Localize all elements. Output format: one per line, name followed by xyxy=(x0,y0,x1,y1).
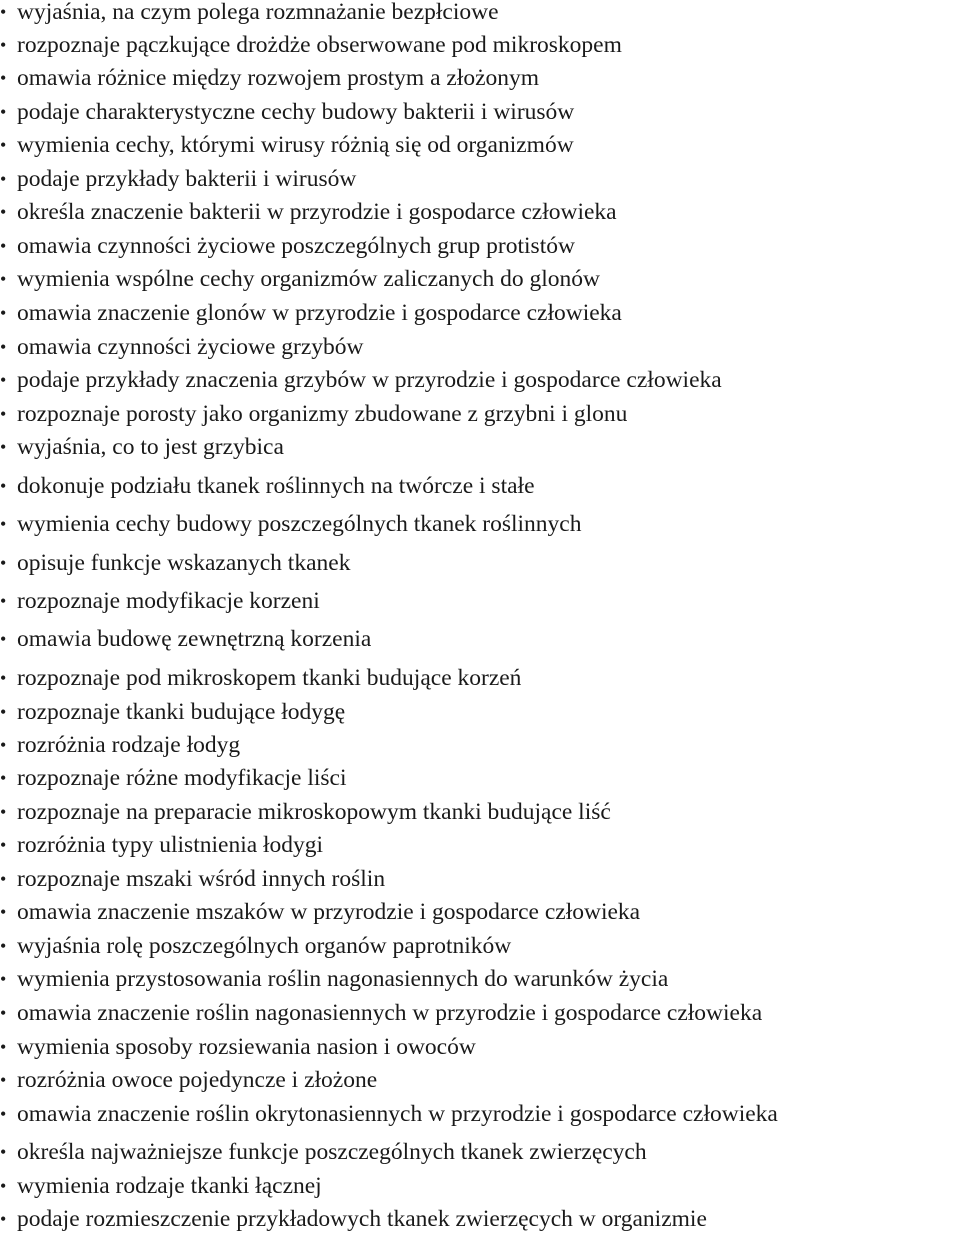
bullet-marker: • xyxy=(0,202,7,222)
list-item-text: rozpoznaje pod mikroskopem tkanki budujące korzeń xyxy=(17,665,522,691)
bullet-marker: • xyxy=(0,629,7,649)
list-item xyxy=(0,728,240,762)
list-item-text: rozpoznaje różne modyfikacje liści xyxy=(17,765,347,791)
list-item-text: wymienia cechy budowy poszczególnych tkanek roślinnych xyxy=(17,511,582,537)
list-item-text: omawia znaczenie glonów w przyrodzie i gospodarce człowieka xyxy=(17,300,622,326)
list-item xyxy=(0,661,521,695)
list-item-text: rozróżnia owoce pojedyncze i złożone xyxy=(17,1067,378,1093)
bullet-marker: • xyxy=(0,1070,7,1090)
bullet-marker: • xyxy=(0,969,7,989)
bullet-marker: • xyxy=(0,702,7,722)
list-item-text: wymienia wspólne cechy organizmów zaliczanych do glonów xyxy=(17,266,600,292)
bullet-marker: • xyxy=(0,135,7,155)
list-item-text: podaje przykłady znaczenia grzybów w przyrodzie i gospodarce człowieka xyxy=(17,367,722,393)
list-item xyxy=(0,28,622,62)
list-item-text: wyjaśnia rolę poszczególnych organów paprotników xyxy=(17,933,512,959)
list-item-text: wyjaśnia, na czym polega rozmnażanie bezpłciowe xyxy=(17,0,499,25)
list-item-text: wyjaśnia, co to jest grzybica xyxy=(17,434,284,460)
bullet-marker: • xyxy=(0,370,7,390)
list-item-text: rozróżnia typy ulistnienia łodygi xyxy=(17,832,324,858)
list-item xyxy=(0,1030,476,1064)
bullet-marker: • xyxy=(0,68,7,88)
list-item xyxy=(0,695,345,729)
bullet-marker: • xyxy=(0,902,7,922)
list-item-text: wymienia przystosowania roślin nagonasiennych do warunków życia xyxy=(17,966,669,992)
list-item xyxy=(0,761,347,795)
list-item xyxy=(0,162,356,196)
bullet-marker: • xyxy=(0,735,7,755)
list-item-text: wymienia rodzaje tkanki łącznej xyxy=(17,1173,322,1199)
list-item xyxy=(0,584,320,618)
list-item xyxy=(0,996,762,1030)
list-item xyxy=(0,795,611,829)
bullet-marker: • xyxy=(0,169,7,189)
bullet-marker: • xyxy=(0,1003,7,1023)
bullet-marker: • xyxy=(0,1104,7,1124)
list-item-text: rozpoznaje na preparacie mikroskopowym tkanki budujące liść xyxy=(17,799,611,825)
bullet-marker: • xyxy=(0,514,7,534)
bullet-marker: • xyxy=(0,476,7,496)
list-item-text: rozróżnia rodzaje łodyg xyxy=(17,732,241,758)
list-item-text: omawia budowę zewnętrzną korzenia xyxy=(17,626,372,652)
list-item-text: dokonuje podziału tkanek roślinnych na twórcze i stałe xyxy=(17,473,535,499)
list-item-text: omawia różnice między rozwojem prostym a złożonym xyxy=(17,65,540,91)
list-item-text: rozpoznaje tkanki budujące łodygę xyxy=(17,699,346,725)
list-item xyxy=(0,962,668,996)
list-item xyxy=(0,929,511,963)
list-item-text: rozpoznaje modyfikacje korzeni xyxy=(17,588,320,614)
list-item xyxy=(0,195,617,229)
list-item xyxy=(0,61,539,95)
list-item-text: wymienia sposoby rozsiewania nasion i owoców xyxy=(17,1034,476,1060)
bullet-marker: • xyxy=(0,835,7,855)
list-item xyxy=(0,128,574,162)
bullet-marker: • xyxy=(0,668,7,688)
bullet-marker: • xyxy=(0,102,7,122)
list-item-text: opisuje funkcje wskazanych tkanek xyxy=(17,550,351,576)
bullet-marker: • xyxy=(0,2,7,22)
bullet-marker: • xyxy=(0,1037,7,1057)
list-item xyxy=(0,430,284,464)
bullet-marker: • xyxy=(0,802,7,822)
list-item-text: wymienia cechy, którymi wirusy różnią się od organizmów xyxy=(17,132,574,158)
list-item xyxy=(0,469,535,503)
list-item-text: omawia znaczenie roślin okrytonasiennych w przyrodzie i gospodarce człowieka xyxy=(17,1101,778,1127)
list-item-text: podaje rozmieszczenie przykładowych tkanek zwierzęcych w organizmie xyxy=(17,1206,707,1232)
bullet-marker: • xyxy=(0,1142,7,1162)
list-item xyxy=(0,1135,647,1169)
bullet-marker: • xyxy=(0,1176,7,1196)
list-item xyxy=(0,1097,778,1131)
bullet-marker: • xyxy=(0,936,7,956)
list-item-text: omawia czynności życiowe poszczególnych grup protistów xyxy=(17,233,575,259)
bullet-marker: • xyxy=(0,337,7,357)
list-item xyxy=(0,622,371,656)
list-item xyxy=(0,363,722,397)
list-item-text: określa najważniejsze funkcje poszczególnych tkanek zwierzęcych xyxy=(17,1139,647,1165)
list-item xyxy=(0,330,364,364)
bullet-marker: • xyxy=(0,404,7,424)
list-item xyxy=(0,895,640,929)
list-item xyxy=(0,507,581,541)
bullet-marker: • xyxy=(0,437,7,457)
list-item xyxy=(0,828,323,862)
bullet-marker: • xyxy=(0,591,7,611)
list-item xyxy=(0,862,385,896)
list-item-text: rozpoznaje pączkujące drożdże obserwowane pod mikroskopem xyxy=(17,32,622,58)
list-item xyxy=(0,95,574,129)
list-item-text: omawia znaczenie mszaków w przyrodzie i gospodarce człowieka xyxy=(17,899,641,925)
list-item-text: podaje przykłady bakterii i wirusów xyxy=(17,166,357,192)
list-item-text: rozpoznaje porosty jako organizmy zbudowane z grzybni i glonu xyxy=(17,401,628,427)
list-item-text: omawia czynności życiowe grzybów xyxy=(17,334,364,360)
list-item xyxy=(0,1063,377,1097)
list-item xyxy=(0,1202,707,1236)
bullet-marker: • xyxy=(0,35,7,55)
list-item-text: określa znaczenie bakterii w przyrodzie i gospodarce człowieka xyxy=(17,199,617,225)
list-item xyxy=(0,397,627,431)
list-item-text: podaje charakterystyczne cechy budowy bakterii i wirusów xyxy=(17,99,575,125)
bullet-marker: • xyxy=(0,303,7,323)
list-item xyxy=(0,546,350,580)
list-item xyxy=(0,262,600,296)
bullet-marker: • xyxy=(0,553,7,573)
list-item-text: rozpoznaje mszaki wśród innych roślin xyxy=(17,866,386,892)
bullet-marker: • xyxy=(0,1209,7,1229)
list-item xyxy=(0,1169,322,1203)
bullet-marker: • xyxy=(0,269,7,289)
bullet-marker: • xyxy=(0,236,7,256)
bullet-marker: • xyxy=(0,768,7,788)
list-item xyxy=(0,229,575,263)
list-item xyxy=(0,296,622,330)
bullet-marker: • xyxy=(0,869,7,889)
list-item-text: omawia znaczenie roślin nagonasiennych w przyrodzie i gospodarce człowieka xyxy=(17,1000,763,1026)
list-item xyxy=(0,0,499,29)
